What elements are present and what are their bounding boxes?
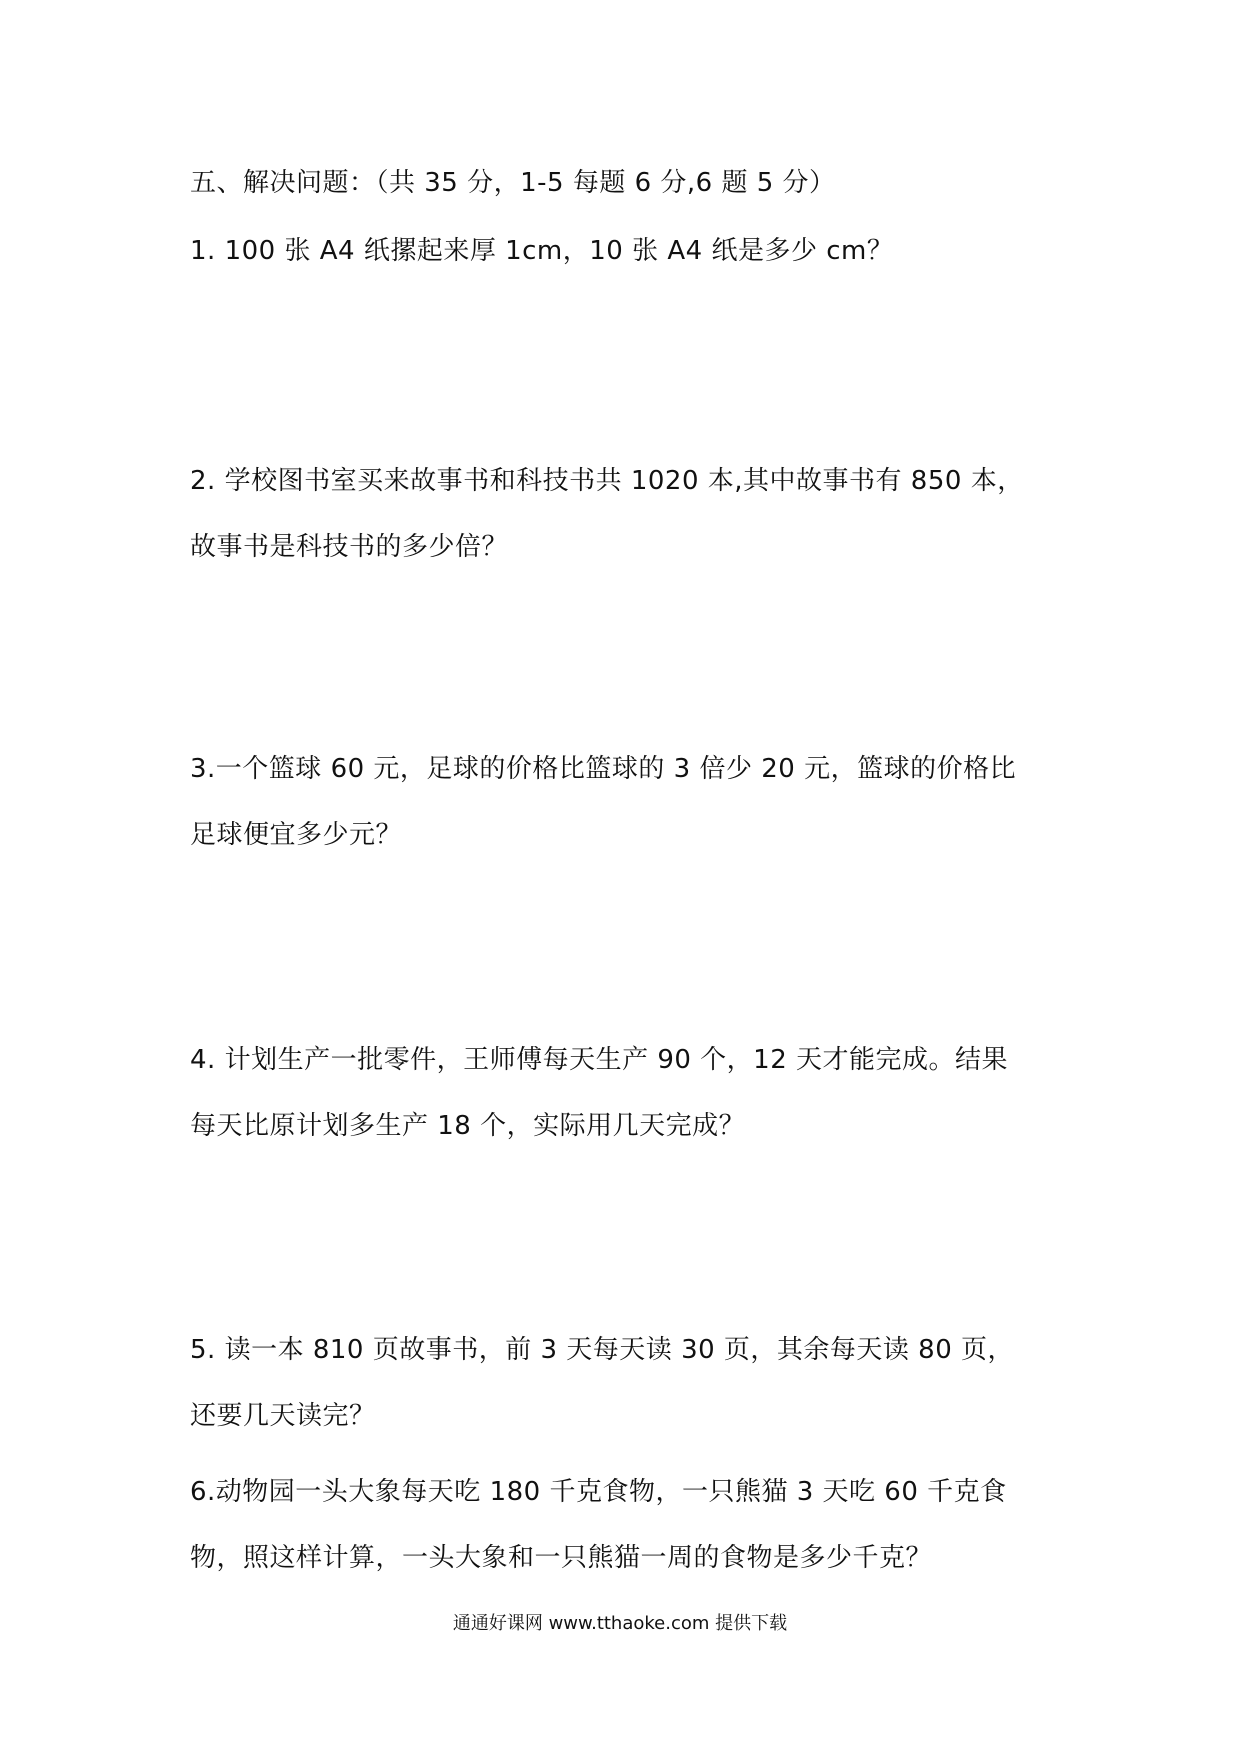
question-3-line-1: 3.一个篮球 60 元，足球的价格比篮球的 3 倍少 20 元，篮球的价格比 <box>190 754 1017 784</box>
question-4-line-2: 每天比原计划多生产 18 个，实际用几天完成？ <box>190 1111 746 1141</box>
download-footer: 通通好课网 www.tthaoke.com 提供下载 <box>452 1613 788 1634</box>
question-4-line-1: 4. 计划生产一批零件，王师傅每天生产 90 个，12 天才能完成。结果 <box>190 1045 1009 1075</box>
section-title: 五、解决问题：（共 35 分，1-5 每题 6 分,6 题 5 分） <box>190 168 836 198</box>
question-2-line-2: 故事书是科技书的多少倍？ <box>190 532 509 562</box>
question-5-line-1: 5. 读一本 810 页故事书，前 3 天每天读 30 页，其余每天读 80 页， <box>190 1335 1015 1365</box>
question-6-line-1: 6.动物园一头大象每天吃 180 千克食物，一只熊猫 3 天吃 60 千克食 <box>190 1477 1007 1507</box>
question-1-line-1: 1. 100 张 A4 纸摞起来厚 1cm，10 张 A4 纸是多少 cm？ <box>190 236 894 266</box>
question-6-line-2: 物，照这样计算，一头大象和一只熊猫一周的食物是多少千克？ <box>190 1543 933 1573</box>
question-2-line-1: 2. 学校图书室买来故事书和科技书共 1020 本,其中故事书有 850 本， <box>190 466 1024 496</box>
question-5-line-2: 还要几天读完？ <box>190 1401 376 1431</box>
question-3-line-2: 足球便宜多少元？ <box>190 820 403 850</box>
